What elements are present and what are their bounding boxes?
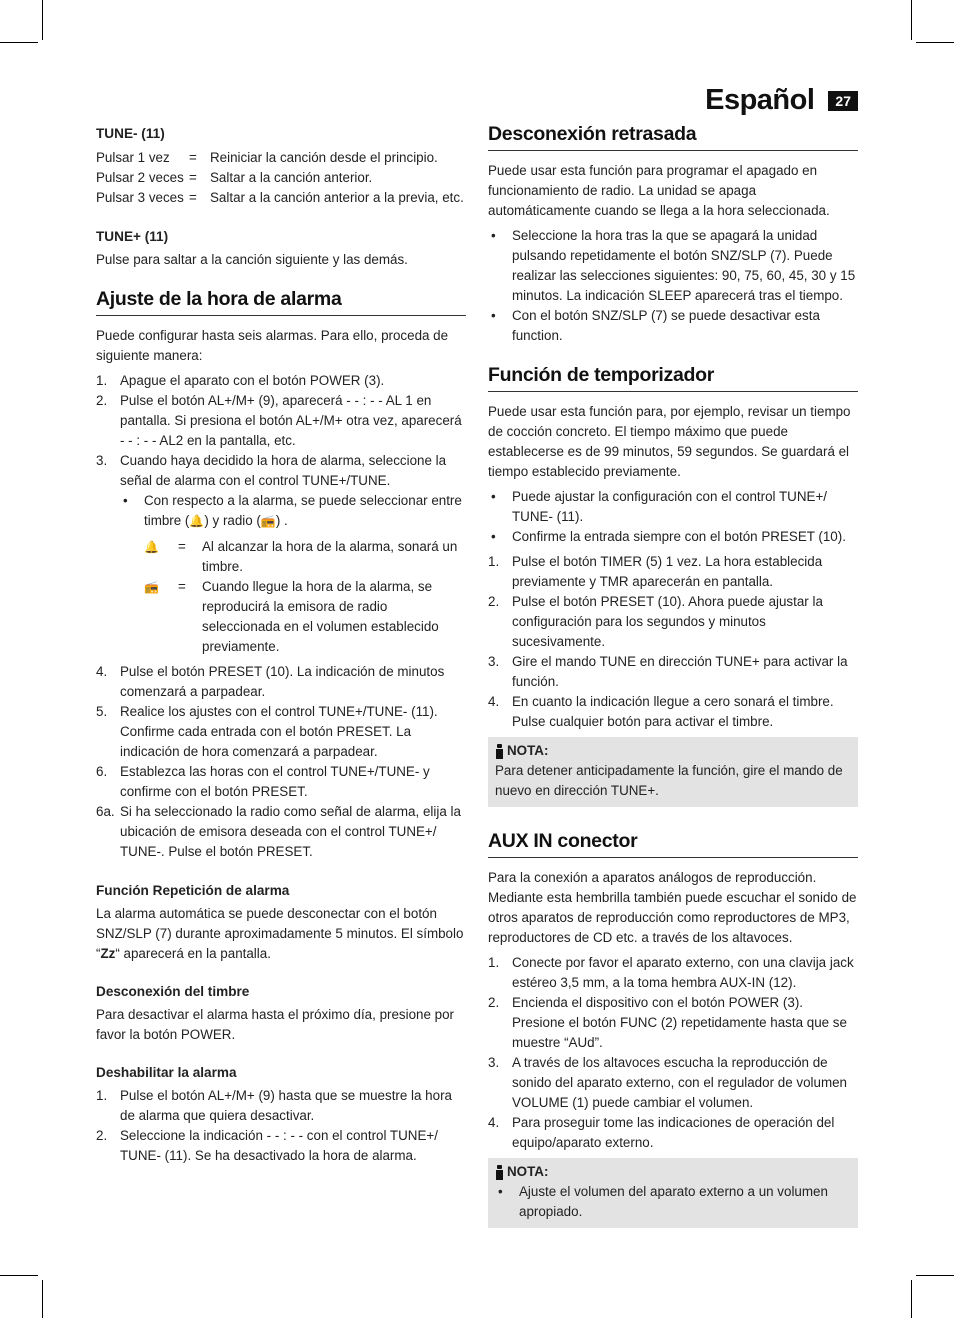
crop-mark: [911, 1280, 912, 1318]
step-text: Pulse el botón PRESET (10). Ahora puede ajustar la configuración para los segundos y minutos sucesivamente.: [512, 594, 823, 649]
step-text: Encienda el dispositivo con el botón POWER (3). Presione el botón FUNC (2) repetidamente hasta que se muestre “AUd”.: [512, 995, 847, 1050]
step-number: 1.: [96, 1088, 108, 1103]
note-text: Para detener anticipadamente la función, gire el mando de nuevo en dirección TUNE+.: [495, 763, 843, 798]
note-title: NOTA:: [507, 1164, 549, 1179]
radio-icon: 📻: [260, 514, 276, 528]
aux-heading: AUX IN conector: [488, 831, 858, 858]
list-item: [488, 592, 858, 652]
list-item: [96, 762, 466, 802]
equals: =: [178, 579, 186, 594]
bell-icon: 🔔: [189, 514, 205, 528]
bullet-text: Puede ajustar la configuración con el control TUNE+/ TUNE- (11).: [512, 489, 827, 524]
bullet-text: Con el botón SNZ/SLP (7) se puede desactivar esta function.: [512, 308, 820, 343]
equals: =: [189, 190, 197, 205]
step-text: Pulse el botón TIMER (5) 1 vez. La hora establecida previamente y TMR aparecerán en pantalla.: [512, 554, 823, 589]
bullet-item: [488, 487, 858, 527]
bullet-dot: •: [491, 228, 496, 243]
press-action: Reiniciar la canción desde el principio.: [210, 150, 438, 165]
step-text: Pulse el botón AL+/M+ (9), aparecerá - - : - - AL 1 en pantalla. Si presiona el botón AL+/M+ otra vez, aparecerá - - : - - AL2 en la pantalla, etc.: [120, 393, 462, 448]
symbol-row: [144, 537, 466, 577]
repeat-text: La alarma automática se puede desconectar con el botón SNZ/SLP (7) durante aproximadamente 5 minutos. El símbolo “Zz“ aparecerá en la pantalla.: [96, 906, 464, 961]
radio-icon: 📻: [144, 580, 159, 594]
tune-minus-table: [96, 148, 466, 208]
aux-note: [488, 1158, 858, 1228]
step-text: En cuanto la indicación llegue a cero sonará el timbre. Pulse cualquier botón para activar el timbre.: [512, 694, 834, 729]
alarm-sub-bullet: • Con respecto a la alarma, se puede seleccionar entre timbre (🔔) y radio (📻) .: [120, 491, 466, 531]
timer-heading: Función de temporizador: [488, 365, 858, 392]
crop-mark: [911, 0, 912, 40]
step-text: Establezca las horas con el control TUNE+/TUNE- y confirme con el botón PRESET.: [120, 764, 430, 799]
crop-mark: [916, 42, 954, 43]
step-text: Para proseguir tome las indicaciones de operación del equipo/aparato externo.: [512, 1115, 835, 1150]
step-text: Apague el aparato con el botón POWER (3).: [120, 373, 385, 388]
list-item: [488, 552, 858, 592]
alarm-symbols: [96, 537, 466, 657]
bell-icon: 🔔: [144, 540, 159, 554]
step-text: A través de los altavoces escucha la reproducción de sonido del aparato externo, con el regulador de volumen VOLUME (1) puede cambiar el volumen.: [512, 1055, 847, 1110]
info-icon: [495, 744, 504, 759]
list-item: [488, 1053, 858, 1113]
left-column: [96, 120, 466, 1166]
tune-plus-text: Pulse para saltar a la canción siguiente y las demás.: [96, 252, 408, 267]
press-count: Pulsar 2 veces: [96, 170, 184, 185]
list-item: [96, 1086, 466, 1126]
press-action: Saltar a la canción anterior.: [210, 170, 373, 185]
step-number: 2.: [488, 594, 500, 609]
step-text: Gire el mando TUNE en dirección TUNE+ para activar la función.: [512, 654, 848, 689]
list-item: [96, 662, 466, 702]
alarm-heading: Ajuste de la hora de alarma: [96, 289, 466, 316]
equals: =: [189, 170, 197, 185]
list-item: [488, 993, 858, 1053]
crop-mark: [0, 1275, 38, 1276]
page-number: 27: [828, 91, 858, 111]
list-item: [96, 1126, 466, 1166]
alarm-steps: [96, 371, 466, 491]
timer-note: [488, 737, 858, 807]
step-number: 2.: [488, 995, 500, 1010]
table-row: [96, 168, 466, 188]
step-text: Pulse el botón PRESET (10). La indicación de minutos comenzará a parpadear.: [120, 664, 445, 699]
table-row: [96, 188, 466, 208]
step-number: 3.: [96, 453, 108, 468]
step-number: 4.: [488, 694, 500, 709]
note-title: NOTA:: [507, 743, 549, 758]
bullet-item: [488, 306, 858, 346]
crop-mark: [916, 1275, 954, 1276]
list-item: [488, 1113, 858, 1153]
repeat-title: Función Repetición de alarma: [96, 883, 290, 898]
step-number: 1.: [96, 373, 108, 388]
step-number: 6.: [96, 764, 108, 779]
bullet-dot: •: [491, 489, 496, 504]
symbol-text: Cuando llegue la hora de la alarma, se reproducirá la emisora de radio seleccionada en el volumen establecido previamente.: [202, 579, 439, 654]
press-count: Pulsar 3 veces: [96, 190, 184, 205]
bullet-dot: •: [491, 529, 496, 544]
step-text: Seleccione la indicación - - : - - con el control TUNE+/ TUNE- (11). Se ha desactivado la hora de alarma.: [120, 1128, 438, 1163]
language-title: Español: [705, 84, 815, 116]
list-item: [488, 652, 858, 692]
list-item: [488, 953, 858, 993]
page-header: [705, 84, 858, 117]
list-item: [488, 692, 858, 732]
timer-intro: Puede usar esta función para, por ejemplo, revisar un tiempo de cocción concreto. El tiempo máximo que puede establecerse es de 99 minutos, 59 segundos. Se guardará el tiempo establecido previamente.: [488, 404, 851, 479]
equals: =: [178, 539, 186, 554]
alarm-steps-continued: [96, 662, 466, 862]
bell-off-text: Para desactivar el alarma hasta el próximo día, presione por favor la botón POWER.: [96, 1007, 455, 1042]
list-item: [96, 451, 466, 491]
table-row: [96, 148, 466, 168]
crop-mark: [0, 42, 38, 43]
step-number: 2.: [96, 1128, 108, 1143]
aux-steps: [488, 953, 858, 1153]
bullet-item: [488, 226, 858, 306]
aux-intro: Para la conexión a aparatos análogos de reproducción. Mediante esta hembrilla también puede escuchar el sonido de otros aparatos de reproducción como reproductores de MP3, reproductores de CD etc. a través de los altavoces.: [488, 870, 857, 945]
step-number: 4.: [96, 664, 108, 679]
crop-mark: [42, 0, 43, 40]
step-text: Conecte por favor el aparato externo, con una clavija jack estéreo 3,5 mm, a la toma hembra AUX-IN (12).: [512, 955, 854, 990]
tune-minus-title: TUNE- (11): [96, 126, 165, 141]
step-number: 3.: [488, 654, 500, 669]
info-icon: [495, 1165, 504, 1180]
list-item: [96, 702, 466, 762]
snooze-symbol: Zz: [100, 946, 116, 961]
step-number: 1.: [488, 554, 500, 569]
press-action: Saltar a la canción anterior a la previa, etc.: [210, 190, 464, 205]
step-text: Cuando haya decidido la hora de alarma, seleccione la señal de alarma con el control TUNE+/TUNE.: [120, 453, 447, 488]
timer-bullets: [488, 487, 858, 547]
list-item: [96, 371, 466, 391]
right-column: [488, 120, 858, 1228]
step-text: Realice los ajustes con el control TUNE+/TUNE- (11). Confirme cada entrada con el botón PRESET. La indicación de hora comenzará a parpadear.: [120, 704, 438, 759]
symbol-row: [144, 577, 466, 657]
disable-title: Deshabilitar la alarma: [96, 1065, 237, 1080]
sleep-bullets: [488, 226, 858, 346]
step-number: 6a.: [96, 804, 115, 819]
bullet-dot: •: [491, 308, 496, 323]
crop-mark: [42, 1280, 43, 1318]
bullet-text: Confirme la entrada siempre con el botón PRESET (10).: [512, 529, 846, 544]
note-bullet: • Ajuste el volumen del aparato externo a un volumen apropiado.: [498, 1184, 828, 1219]
step-number: 4.: [488, 1115, 500, 1130]
equals: =: [189, 150, 197, 165]
sleep-heading: Desconexión retrasada: [488, 124, 858, 151]
bell-off-title: Desconexión del timbre: [96, 984, 250, 999]
list-item: [96, 391, 466, 451]
disable-steps: [96, 1086, 466, 1166]
sleep-intro: Puede usar esta función para programar el apagado en funcionamiento de radio. La unidad se apaga automáticamente cuando se llega a la hora seleccionada.: [488, 163, 830, 218]
step-number: 2.: [96, 393, 108, 408]
step-number: 1.: [488, 955, 500, 970]
step-number: 3.: [488, 1055, 500, 1070]
step-text: Pulse el botón AL+/M+ (9) hasta que se muestre la hora de alarma que quiera desactivar.: [120, 1088, 452, 1123]
bullet-text: Seleccione la hora tras la que se apagará la unidad pulsando repetidamente el botón SNZ/SLP (7). Puede realizar las selecciones siguientes: 90, 75, 60, 45, 30 y 15 minutos. La indicación SLEEP aparecerá tras el tiempo.: [512, 228, 856, 303]
tune-plus-title: TUNE+ (11): [96, 229, 169, 244]
step-text: Si ha seleccionado la radio como señal de alarma, elija la ubicación de emisora deseada con el control TUNE+/ TUNE-. Pulse el botón PRESET.: [120, 804, 461, 859]
alarm-intro: Puede configurar hasta seis alarmas. Para ello, proceda de siguiente manera:: [96, 328, 449, 363]
timer-steps: [488, 552, 858, 732]
bullet-item: [488, 527, 858, 547]
symbol-text: Al alcanzar la hora de la alarma, sonará un timbre.: [202, 539, 458, 574]
step-number: 5.: [96, 704, 108, 719]
list-item: [96, 802, 466, 862]
press-count: Pulsar 1 vez: [96, 150, 170, 165]
